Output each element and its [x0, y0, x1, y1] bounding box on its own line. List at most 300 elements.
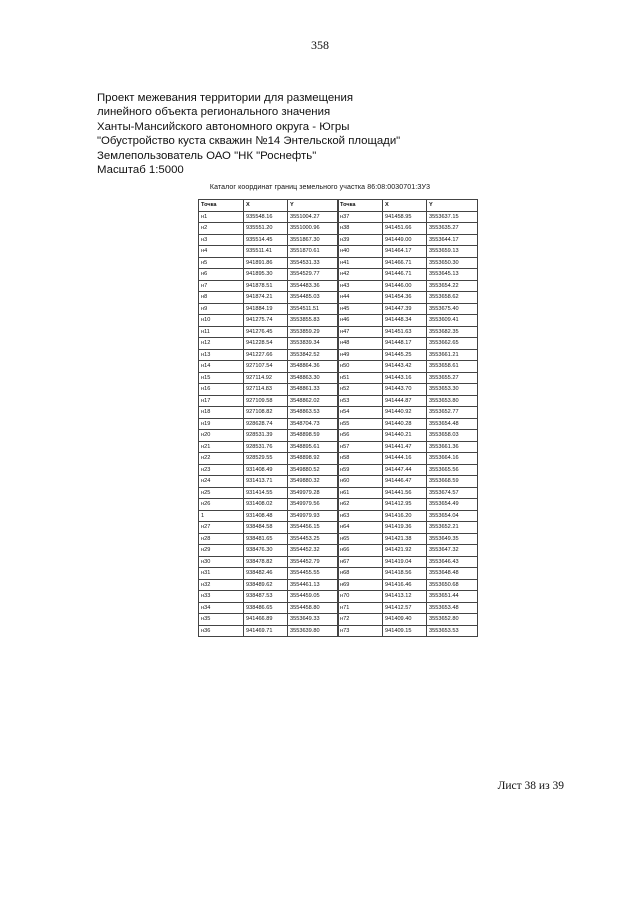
- cell-x: 941440.92: [383, 407, 427, 419]
- table-row: [338, 625, 478, 637]
- cell-x: 941895.30: [244, 269, 288, 281]
- table-row: [199, 545, 339, 557]
- cell-x: 941464.17: [383, 246, 427, 258]
- table-row: [338, 579, 478, 591]
- cell-y: 3553653.30: [427, 384, 478, 396]
- table-row: [199, 476, 339, 488]
- table-row: [338, 303, 478, 315]
- cell-point: н52: [338, 384, 383, 396]
- cell-x: 927109.58: [244, 395, 288, 407]
- cell-y: 3553665.56: [427, 464, 478, 476]
- cell-point: н40: [338, 246, 383, 258]
- table-row: [199, 510, 339, 522]
- table-row: [199, 234, 339, 246]
- cell-y: 3554455.55: [288, 568, 339, 580]
- cell-y: 3553609.41: [427, 315, 478, 327]
- cell-y: 3553654.22: [427, 280, 478, 292]
- catalog-title: Каталог координат границ земельного участка 86:08:0030701:ЗУ3: [209, 184, 431, 191]
- cell-y: 3551867.30: [288, 234, 339, 246]
- cell-x: 941443.42: [383, 361, 427, 373]
- cell-y: 3553649.35: [427, 533, 478, 545]
- cell-point: н22: [199, 453, 244, 465]
- cell-y: 3553653.80: [427, 395, 478, 407]
- cell-x: 941443.70: [383, 384, 427, 396]
- table-row: [199, 211, 339, 223]
- cell-x: 941444.16: [383, 453, 427, 465]
- cell-x: 941276.45: [244, 326, 288, 338]
- cell-y: 3548861.33: [288, 384, 339, 396]
- cell-x: 941440.28: [383, 418, 427, 430]
- table-row: [338, 384, 478, 396]
- table-row: [338, 407, 478, 419]
- table-row: [199, 223, 339, 235]
- cell-x: 928531.76: [244, 441, 288, 453]
- table-row: [199, 591, 339, 603]
- cell-x: 941443.16: [383, 372, 427, 384]
- cell-point: н39: [338, 234, 383, 246]
- cell-point: н58: [338, 453, 383, 465]
- cell-point: н31: [199, 568, 244, 580]
- cell-y: 3554452.32: [288, 545, 339, 557]
- sheet-counter: Лист 38 из 39: [497, 780, 564, 792]
- table-row: [338, 292, 478, 304]
- cell-x: 941416.20: [383, 510, 427, 522]
- cell-point: н70: [338, 591, 383, 603]
- cell-y: 3548898.92: [288, 453, 339, 465]
- cell-point: н10: [199, 315, 244, 327]
- cell-x: 941441.47: [383, 441, 427, 453]
- table-row: [338, 280, 478, 292]
- cell-y: 3548863.30: [288, 372, 339, 384]
- cell-y: 3549979.28: [288, 487, 339, 499]
- cell-y: 3553658.61: [427, 361, 478, 373]
- cell-y: 3548864.36: [288, 361, 339, 373]
- cell-point: н51: [338, 372, 383, 384]
- cell-point: н20: [199, 430, 244, 442]
- cell-x: 938476.30: [244, 545, 288, 557]
- cell-x: 941413.12: [383, 591, 427, 603]
- cell-y: 3553645.13: [427, 269, 478, 281]
- cell-x: 941449.00: [383, 234, 427, 246]
- column-header-point: Точка: [199, 200, 244, 212]
- cell-point: 1: [199, 510, 244, 522]
- cell-x: 941421.38: [383, 533, 427, 545]
- table-row: [338, 464, 478, 476]
- table-row: [199, 269, 339, 281]
- cell-y: 3554483.36: [288, 280, 339, 292]
- cell-x: 938482.46: [244, 568, 288, 580]
- cell-point: н4: [199, 246, 244, 258]
- cell-y: 3553652.80: [427, 614, 478, 626]
- table-row: [338, 476, 478, 488]
- table-row: [199, 257, 339, 269]
- cell-x: 941448.34: [383, 315, 427, 327]
- table-row: [199, 579, 339, 591]
- cell-point: н55: [338, 418, 383, 430]
- cell-x: 941446.71: [383, 269, 427, 281]
- cell-y: 3551870.61: [288, 246, 339, 258]
- cell-y: 3553651.44: [427, 591, 478, 603]
- cell-point: н66: [338, 545, 383, 557]
- cell-y: 3553855.83: [288, 315, 339, 327]
- cell-y: 3551004.27: [288, 211, 339, 223]
- column-header-y: Y: [427, 200, 478, 212]
- table-row: [199, 464, 339, 476]
- cell-x: 931408.49: [244, 464, 288, 476]
- cell-x: 941421.92: [383, 545, 427, 557]
- cell-point: н27: [199, 522, 244, 534]
- cell-x: 941454.36: [383, 292, 427, 304]
- table-row: [338, 430, 478, 442]
- table-row: [338, 453, 478, 465]
- table-row: [199, 533, 339, 545]
- cell-x: 941419.36: [383, 522, 427, 534]
- table-row: [338, 372, 478, 384]
- cell-x: 928628.74: [244, 418, 288, 430]
- cell-x: 941874.21: [244, 292, 288, 304]
- cell-x: 941444.87: [383, 395, 427, 407]
- table-row: [199, 280, 339, 292]
- table-row: [199, 568, 339, 580]
- header-line: линейного объекта регионального значения: [97, 106, 331, 119]
- table-row: [199, 430, 339, 442]
- cell-point: н59: [338, 464, 383, 476]
- cell-y: 3554529.77: [288, 269, 339, 281]
- cell-point: н36: [199, 625, 244, 637]
- cell-point: н24: [199, 476, 244, 488]
- cell-x: 927114.92: [244, 372, 288, 384]
- cell-point: н33: [199, 591, 244, 603]
- column-header-x: X: [244, 200, 288, 212]
- cell-y: 3553659.13: [427, 246, 478, 258]
- cell-point: н57: [338, 441, 383, 453]
- table-row: [338, 418, 478, 430]
- table-row: [199, 326, 339, 338]
- cell-x: 941448.17: [383, 338, 427, 350]
- cell-y: 3553675.40: [427, 303, 478, 315]
- cell-y: 3549979.56: [288, 499, 339, 511]
- cell-x: 941409.40: [383, 614, 427, 626]
- table-row: [199, 441, 339, 453]
- project-header: [97, 91, 497, 177]
- cell-y: 3553658.62: [427, 292, 478, 304]
- table-row: [199, 407, 339, 419]
- cell-x: 941447.44: [383, 464, 427, 476]
- table-row: [199, 556, 339, 568]
- cell-x: 941409.15: [383, 625, 427, 637]
- cell-x: 941451.66: [383, 223, 427, 235]
- cell-point: н13: [199, 349, 244, 361]
- cell-point: н60: [338, 476, 383, 488]
- cell-y: 3548895.61: [288, 441, 339, 453]
- cell-x: 941416.46: [383, 579, 427, 591]
- table-row: [338, 315, 478, 327]
- cell-point: н71: [338, 602, 383, 614]
- cell-point: н14: [199, 361, 244, 373]
- cell-x: 941418.56: [383, 568, 427, 580]
- table-row: [199, 303, 339, 315]
- cell-x: 938489.62: [244, 579, 288, 591]
- cell-y: 3548898.59: [288, 430, 339, 442]
- cell-x: 927108.82: [244, 407, 288, 419]
- cell-point: н43: [338, 280, 383, 292]
- cell-y: 3553859.29: [288, 326, 339, 338]
- cell-point: н65: [338, 533, 383, 545]
- cell-y: 3554459.05: [288, 591, 339, 603]
- cell-point: н19: [199, 418, 244, 430]
- cell-point: н41: [338, 257, 383, 269]
- cell-x: 941445.25: [383, 349, 427, 361]
- cell-point: н17: [199, 395, 244, 407]
- cell-y: 3553839.34: [288, 338, 339, 350]
- table-row: [338, 614, 478, 626]
- table-row: [338, 257, 478, 269]
- table-row: [338, 338, 478, 350]
- cell-y: 3553661.36: [427, 441, 478, 453]
- cell-point: н54: [338, 407, 383, 419]
- cell-x: 938478.82: [244, 556, 288, 568]
- header-line: Масштаб 1:5000: [97, 164, 184, 177]
- cell-point: н68: [338, 568, 383, 580]
- table-row: [338, 602, 478, 614]
- cell-point: н63: [338, 510, 383, 522]
- cell-point: н21: [199, 441, 244, 453]
- table-row: [338, 591, 478, 603]
- cell-point: н12: [199, 338, 244, 350]
- cell-x: 938487.53: [244, 591, 288, 603]
- cell-y: 3554458.80: [288, 602, 339, 614]
- cell-y: 3553639.80: [288, 625, 339, 637]
- table-row: [199, 453, 339, 465]
- cell-point: н64: [338, 522, 383, 534]
- cell-point: н32: [199, 579, 244, 591]
- cell-point: н3: [199, 234, 244, 246]
- cell-x: 938486.65: [244, 602, 288, 614]
- cell-x: 941228.54: [244, 338, 288, 350]
- cell-point: н72: [338, 614, 383, 626]
- cell-y: 3549880.32: [288, 476, 339, 488]
- cell-point: н47: [338, 326, 383, 338]
- table-row: [338, 269, 478, 281]
- cell-y: 3553650.30: [427, 257, 478, 269]
- table-row: [338, 395, 478, 407]
- cell-y: 3553664.16: [427, 453, 478, 465]
- cell-point: н25: [199, 487, 244, 499]
- cell-point: н46: [338, 315, 383, 327]
- cell-x: 931408.02: [244, 499, 288, 511]
- table-row: [199, 522, 339, 534]
- cell-x: 927107.54: [244, 361, 288, 373]
- column-header-x: X: [383, 200, 427, 212]
- column-header-y: Y: [288, 200, 339, 212]
- cell-point: н30: [199, 556, 244, 568]
- cell-x: 941451.63: [383, 326, 427, 338]
- cell-x: 941884.19: [244, 303, 288, 315]
- cell-y: 3553653.53: [427, 625, 478, 637]
- cell-y: 3553662.65: [427, 338, 478, 350]
- table-row: [338, 234, 478, 246]
- cell-point: н56: [338, 430, 383, 442]
- cell-x: 941447.39: [383, 303, 427, 315]
- cell-x: 941469.71: [244, 625, 288, 637]
- cell-x: 941466.71: [383, 257, 427, 269]
- cell-y: 3553655.27: [427, 372, 478, 384]
- table-row: [199, 418, 339, 430]
- cell-point: н62: [338, 499, 383, 511]
- cell-x: 928529.55: [244, 453, 288, 465]
- table-row: [199, 602, 339, 614]
- cell-x: 941458.95: [383, 211, 427, 223]
- cell-x: 941441.56: [383, 487, 427, 499]
- cell-point: н73: [338, 625, 383, 637]
- cell-point: н53: [338, 395, 383, 407]
- table-row: [199, 384, 339, 396]
- cell-x: 941227.66: [244, 349, 288, 361]
- table-header-row: [338, 200, 478, 212]
- cell-point: н42: [338, 269, 383, 281]
- cell-y: 3554461.13: [288, 579, 339, 591]
- cell-y: 3553646.43: [427, 556, 478, 568]
- cell-y: 3548863.53: [288, 407, 339, 419]
- cell-y: 3553635.27: [427, 223, 478, 235]
- table-row: [338, 441, 478, 453]
- cell-x: 941412.95: [383, 499, 427, 511]
- cell-y: 3553842.52: [288, 349, 339, 361]
- cell-x: 941412.57: [383, 602, 427, 614]
- table-row: [338, 326, 478, 338]
- cell-y: 3551000.96: [288, 223, 339, 235]
- cell-point: н9: [199, 303, 244, 315]
- cell-y: 3553658.03: [427, 430, 478, 442]
- cell-y: 3553637.15: [427, 211, 478, 223]
- cell-point: н34: [199, 602, 244, 614]
- table-row: [338, 510, 478, 522]
- cell-y: 3554511.51: [288, 303, 339, 315]
- coordinates-table-left: [198, 199, 339, 637]
- cell-point: н35: [199, 614, 244, 626]
- cell-point: н18: [199, 407, 244, 419]
- table-row: [199, 625, 339, 637]
- table-row: [199, 292, 339, 304]
- cell-y: 3553650.68: [427, 579, 478, 591]
- table-row: [199, 487, 339, 499]
- page-number: 358: [311, 38, 329, 52]
- cell-x: 941275.74: [244, 315, 288, 327]
- cell-x: 935551.20: [244, 223, 288, 235]
- cell-point: н50: [338, 361, 383, 373]
- cell-point: н48: [338, 338, 383, 350]
- cell-x: 935514.45: [244, 234, 288, 246]
- cell-point: н29: [199, 545, 244, 557]
- cell-point: н49: [338, 349, 383, 361]
- coordinates-table-right: [337, 199, 478, 637]
- table-row: [338, 499, 478, 511]
- cell-point: н28: [199, 533, 244, 545]
- table-header-row: [199, 200, 339, 212]
- table-row: [338, 361, 478, 373]
- cell-x: 941878.51: [244, 280, 288, 292]
- cell-y: 3554452.79: [288, 556, 339, 568]
- cell-y: 3549979.93: [288, 510, 339, 522]
- cell-y: 3548862.02: [288, 395, 339, 407]
- cell-x: 938481.65: [244, 533, 288, 545]
- cell-x: 931408.48: [244, 510, 288, 522]
- cell-point: н26: [199, 499, 244, 511]
- table-row: [338, 533, 478, 545]
- header-line: Проект межевания территории для размещения: [97, 92, 353, 104]
- table-row: [199, 395, 339, 407]
- cell-y: 3553647.32: [427, 545, 478, 557]
- cell-y: 3553682.35: [427, 326, 478, 338]
- cell-point: н44: [338, 292, 383, 304]
- table-row: [338, 556, 478, 568]
- table-row: [199, 349, 339, 361]
- cell-point: н6: [199, 269, 244, 281]
- table-row: [338, 568, 478, 580]
- cell-x: 928531.39: [244, 430, 288, 442]
- cell-y: 3553652.77: [427, 407, 478, 419]
- table-row: [199, 372, 339, 384]
- cell-point: н69: [338, 579, 383, 591]
- cell-y: 3553668.59: [427, 476, 478, 488]
- cell-point: н37: [338, 211, 383, 223]
- cell-x: 935511.41: [244, 246, 288, 258]
- cell-point: н1: [199, 211, 244, 223]
- cell-x: 935548.16: [244, 211, 288, 223]
- header-line: Землепользователь ОАО "НК "Роснефть": [97, 149, 317, 162]
- cell-point: н61: [338, 487, 383, 499]
- cell-y: 3553654.48: [427, 418, 478, 430]
- cell-y: 3554531.33: [288, 257, 339, 269]
- cell-x: 941891.86: [244, 257, 288, 269]
- table-row: [199, 246, 339, 258]
- table-row: [338, 349, 478, 361]
- cell-y: 3553661.21: [427, 349, 478, 361]
- cell-y: 3554453.25: [288, 533, 339, 545]
- table-row: [199, 614, 339, 626]
- column-header-point: Точка: [338, 200, 383, 212]
- cell-point: н8: [199, 292, 244, 304]
- cell-y: 3553654.04: [427, 510, 478, 522]
- table-row: [338, 522, 478, 534]
- cell-x: 941419.04: [383, 556, 427, 568]
- cell-y: 3548704.73: [288, 418, 339, 430]
- table-row: [338, 246, 478, 258]
- cell-y: 3553644.17: [427, 234, 478, 246]
- cell-x: 931413.71: [244, 476, 288, 488]
- header-line: Ханты-Мансийского автономного округа - Югры: [97, 120, 350, 133]
- cell-point: н38: [338, 223, 383, 235]
- table-row: [338, 223, 478, 235]
- cell-y: 3553648.48: [427, 568, 478, 580]
- table-row: [338, 487, 478, 499]
- cell-point: н5: [199, 257, 244, 269]
- cell-y: 3554456.15: [288, 522, 339, 534]
- cell-point: н67: [338, 556, 383, 568]
- cell-x: 941446.47: [383, 476, 427, 488]
- cell-x: 938484.58: [244, 522, 288, 534]
- table-row: [199, 315, 339, 327]
- cell-point: н11: [199, 326, 244, 338]
- cell-x: 941446.00: [383, 280, 427, 292]
- table-row: [199, 361, 339, 373]
- table-row: [338, 211, 478, 223]
- table-row: [199, 499, 339, 511]
- cell-x: 927114.83: [244, 384, 288, 396]
- cell-x: 931414.55: [244, 487, 288, 499]
- cell-point: н16: [199, 384, 244, 396]
- cell-point: н45: [338, 303, 383, 315]
